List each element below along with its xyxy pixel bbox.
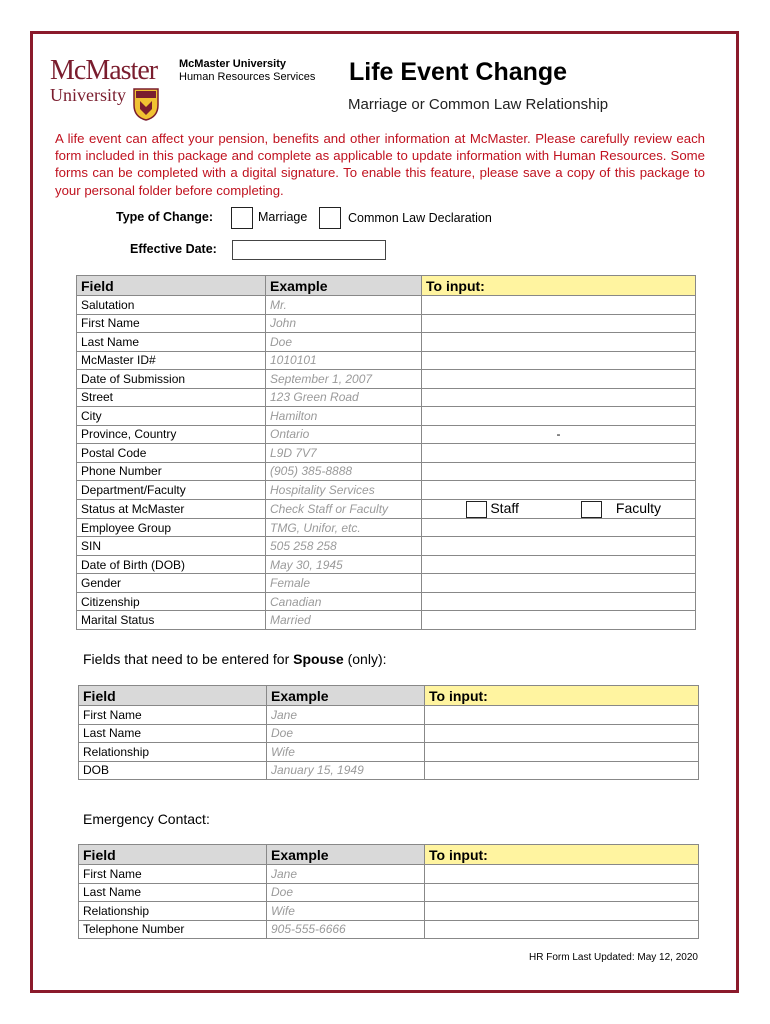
spouse-heading <box>83 651 387 667</box>
field-cell: Status at McMaster <box>77 499 266 518</box>
input-cell[interactable] <box>422 462 696 481</box>
input-cell[interactable] <box>422 518 696 537</box>
faculty-checkbox[interactable] <box>581 501 602 518</box>
example-cell: Wife <box>267 902 425 921</box>
input-cell[interactable] <box>425 743 699 762</box>
example-cell: 905-555-6666 <box>267 920 425 939</box>
input-cell[interactable] <box>422 574 696 593</box>
spouse-heading-pre: Fields that need to be entered for <box>83 651 294 667</box>
input-cell[interactable] <box>422 444 696 463</box>
field-cell: Salutation <box>77 296 266 315</box>
example-cell: Jane <box>267 865 425 884</box>
field-cell: First Name <box>77 314 266 333</box>
faculty-label: Faculty <box>615 499 662 516</box>
table-row <box>77 611 696 630</box>
mcmaster-logo <box>50 57 165 123</box>
field-cell: First Name <box>79 865 267 884</box>
table-row <box>79 761 699 780</box>
field-cell: Department/Faculty <box>77 481 266 500</box>
example-cell: L9D 7V7 <box>266 444 422 463</box>
example-header: Example <box>266 276 422 296</box>
field-cell: DOB <box>79 761 267 780</box>
table-row <box>79 865 699 884</box>
example-header: Example <box>267 845 425 865</box>
example-cell: Hamilton <box>266 407 422 426</box>
example-cell: September 1, 2007 <box>266 370 422 389</box>
table-row <box>77 555 696 574</box>
table-row <box>79 743 699 762</box>
logo-subwordmark: University <box>50 85 126 105</box>
emergency-heading: Emergency Contact: <box>83 811 210 827</box>
spouse-heading-post: (only): <box>343 651 387 667</box>
effective-date-input[interactable] <box>232 240 386 260</box>
example-cell: Mr. <box>266 296 422 315</box>
common-law-checkbox[interactable] <box>319 207 341 229</box>
table-row <box>77 407 696 426</box>
field-cell: First Name <box>79 706 267 725</box>
table-row <box>77 462 696 481</box>
spouse-heading-bold: Spouse <box>293 651 344 667</box>
input-cell[interactable] <box>422 370 696 389</box>
input-header: To input: <box>425 686 699 706</box>
field-cell: Date of Submission <box>77 370 266 389</box>
table-row <box>79 724 699 743</box>
input-cell[interactable] <box>422 296 696 315</box>
table-row <box>77 351 696 370</box>
example-cell: May 30, 1945 <box>266 555 422 574</box>
field-cell: Gender <box>77 574 266 593</box>
footer-updated: HR Form Last Updated: May 12, 2020 <box>529 952 698 963</box>
input-header: To input: <box>422 276 696 296</box>
input-cell[interactable] <box>422 592 696 611</box>
logo-wordmark: McMaster <box>50 55 158 86</box>
input-cell[interactable] <box>422 388 696 407</box>
field-cell: SIN <box>77 537 266 556</box>
common-law-label: Common Law Declaration <box>348 211 492 225</box>
example-cell: Ontario <box>266 425 422 444</box>
example-cell: Doe <box>267 883 425 902</box>
example-cell: Jane <box>267 706 425 725</box>
input-cell[interactable] <box>422 407 696 426</box>
example-cell: 505 258 258 <box>266 537 422 556</box>
field-cell: City <box>77 407 266 426</box>
table-row <box>77 425 696 444</box>
example-cell: Doe <box>266 333 422 352</box>
table-header-row <box>77 276 696 296</box>
example-cell: Check Staff or Faculty <box>266 499 422 518</box>
org-block <box>179 58 315 84</box>
example-cell: 123 Green Road <box>266 388 422 407</box>
example-cell: Married <box>266 611 422 630</box>
marriage-checkbox[interactable] <box>231 207 253 229</box>
intro-text: A life event can affect your pension, benefits and other information at McMaster. Please carefully review each form included in this package and complete as applicable to update information with Human Resources. Some forms can be completed with a digital signature. To enable this feature, please save a copy of this package to your personal folder before completing. <box>55 131 705 198</box>
field-cell: Relationship <box>79 902 267 921</box>
example-cell: Wife <box>267 743 425 762</box>
field-cell: Marital Status <box>77 611 266 630</box>
input-cell[interactable] <box>425 883 699 902</box>
input-cell[interactable] <box>422 555 696 574</box>
marriage-label: Marriage <box>258 210 308 224</box>
table-row <box>77 481 696 500</box>
example-cell: Hospitality Services <box>266 481 422 500</box>
table-row <box>77 518 696 537</box>
field-cell: Street <box>77 388 266 407</box>
table-row <box>77 370 696 389</box>
field-cell: Province, Country <box>77 425 266 444</box>
example-cell: January 15, 1949 <box>267 761 425 780</box>
input-cell[interactable] <box>422 537 696 556</box>
example-cell: John <box>266 314 422 333</box>
input-cell[interactable] <box>422 481 696 500</box>
table-row <box>79 920 699 939</box>
input-cell[interactable] <box>425 724 699 743</box>
table-row <box>77 444 696 463</box>
field-cell: Phone Number <box>77 462 266 481</box>
field-cell: Postal Code <box>77 444 266 463</box>
org-dept: Human Resources Services <box>179 71 316 83</box>
field-cell: Employee Group <box>77 518 266 537</box>
table-row <box>79 902 699 921</box>
table-row <box>77 537 696 556</box>
example-cell: Doe <box>267 724 425 743</box>
input-cell[interactable] <box>422 333 696 352</box>
table-row <box>77 388 696 407</box>
field-cell: Last Name <box>79 724 267 743</box>
crest-icon <box>132 87 160 121</box>
input-cell[interactable]: - <box>422 425 696 444</box>
org-name: McMaster University <box>179 58 286 70</box>
field-header: Field <box>79 845 267 865</box>
type-of-change-label: Type of Change: <box>116 210 213 224</box>
input-cell[interactable] <box>425 761 699 780</box>
example-header: Example <box>267 686 425 706</box>
field-cell: Citizenship <box>77 592 266 611</box>
table-row <box>77 333 696 352</box>
table-header-row <box>79 845 699 865</box>
field-cell: McMaster ID# <box>77 351 266 370</box>
table-row <box>77 314 696 333</box>
personal-info-table <box>76 275 696 630</box>
table-row <box>77 592 696 611</box>
field-cell: Relationship <box>79 743 267 762</box>
staff-checkbox[interactable] <box>466 501 487 518</box>
field-cell: Telephone Number <box>79 920 267 939</box>
example-cell: (905) 385-8888 <box>266 462 422 481</box>
spouse-table <box>78 685 699 780</box>
page-title: Life Event Change <box>349 58 568 86</box>
table-header-row <box>79 686 699 706</box>
input-cell[interactable] <box>425 902 699 921</box>
input-cell[interactable] <box>422 314 696 333</box>
input-cell[interactable] <box>422 499 696 518</box>
example-cell: 1010101 <box>266 351 422 370</box>
input-cell[interactable] <box>422 351 696 370</box>
staff-label: Staff <box>490 499 519 516</box>
table-row <box>77 574 696 593</box>
example-cell: Canadian <box>266 592 422 611</box>
page-subtitle: Marriage or Common Law Relationship <box>348 96 609 113</box>
field-header: Field <box>77 276 266 296</box>
table-row <box>79 706 699 725</box>
input-header: To input: <box>425 845 699 865</box>
field-cell: Last Name <box>77 333 266 352</box>
field-cell: Last Name <box>79 883 267 902</box>
example-cell: Female <box>266 574 422 593</box>
effective-date-label: Effective Date: <box>130 242 217 256</box>
input-cell[interactable] <box>425 865 699 884</box>
table-row <box>79 883 699 902</box>
input-cell[interactable] <box>422 611 696 630</box>
example-cell: TMG, Unifor, etc. <box>266 518 422 537</box>
field-cell: Date of Birth (DOB) <box>77 555 266 574</box>
emergency-table <box>78 844 699 939</box>
input-cell[interactable] <box>425 920 699 939</box>
field-header: Field <box>79 686 267 706</box>
input-cell[interactable] <box>425 706 699 725</box>
table-row <box>77 499 696 518</box>
table-row <box>77 296 696 315</box>
